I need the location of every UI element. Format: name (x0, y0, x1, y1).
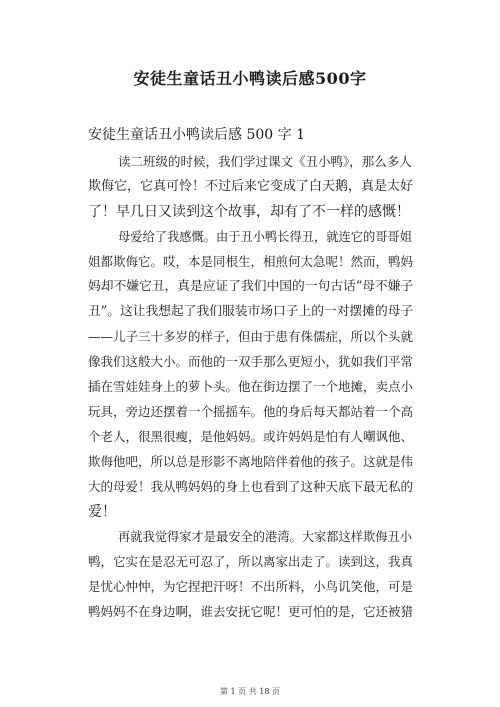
paragraph-line: 丑”。这让我想起了我们服装市场口子上的一对摆摊的母子 (88, 304, 414, 319)
paragraph-line: 再就我觉得家才是最安全的港湾。大家都这样欺侮丑小 (118, 530, 412, 544)
paragraph-line: 个老人，很黑很瘦，是他妈妈。或许妈妈是怕有人嘲讽他、 (88, 429, 414, 444)
paragraph-line: 欺侮他吧，所以总是形影不离地陪伴着他的孩子。这就是伟 (88, 454, 414, 469)
paragraph-line: 插在雪娃娃身上的萝卜头。他在街边摆了一个地摊，卖点小 (88, 379, 414, 394)
paragraph-line: 鸭，它实在是忍无可忍了，所以离家出走了。读到这，我真 (88, 554, 414, 569)
paragraph-line: 爱！ (88, 504, 116, 520)
paragraph-line: 玩具，旁边还摆着一个摇摇车。他的身后每天都站着一个高 (88, 404, 414, 419)
paragraph-line: 姐都欺侮它。哎，本是同根生，相煎何太急呢！然而，鸭妈 (88, 254, 414, 269)
paragraph-line: 大的母爱！我从鸭妈妈的身上也看到了这种天底下最无私的 (88, 479, 414, 494)
paragraph-line: 鸭妈妈不在身边啊，谁去安抚它呢！更可怕的是，它还被猎 (88, 604, 414, 619)
paragraph-line: 是忧心忡忡，为它捏把汗呀！不出所料，小鸟讥笑他，可是 (88, 579, 414, 594)
paragraph-line: 妈却不嫌它丑，真是应证了我们中国的一句古话“母不嫌子 (88, 279, 414, 294)
paragraph-line: 读二班级的时候，我们学过课文《丑小鸭》，那么多人 (118, 154, 412, 169)
page-number-footer: 第 1 页 共 18 页 (220, 687, 280, 696)
section-heading: 安徒生童话丑小鸭读后感 500 字 1 (88, 127, 305, 143)
document-title: 安徒生童话丑小鸭读后感500字 (133, 69, 367, 88)
paragraph-line: ——儿子三十多岁的样子，但由于患有侏儒症，所以个头就 (88, 329, 414, 344)
paragraph-line: 像我们这般大小。而他的一双手那么更短小，犹如我们平常 (88, 354, 414, 369)
paragraph-line: 欺侮它，它真可怜！不过后来它变成了白天鹅，真是太好 (88, 179, 414, 194)
paragraph-line: 母爱给了我感慨。由于丑小鸭长得丑，就连它的哥哥姐 (118, 230, 412, 244)
paragraph-line: 了！早几日又读到这个故事，却有了不一样的感慨！ (88, 204, 410, 220)
